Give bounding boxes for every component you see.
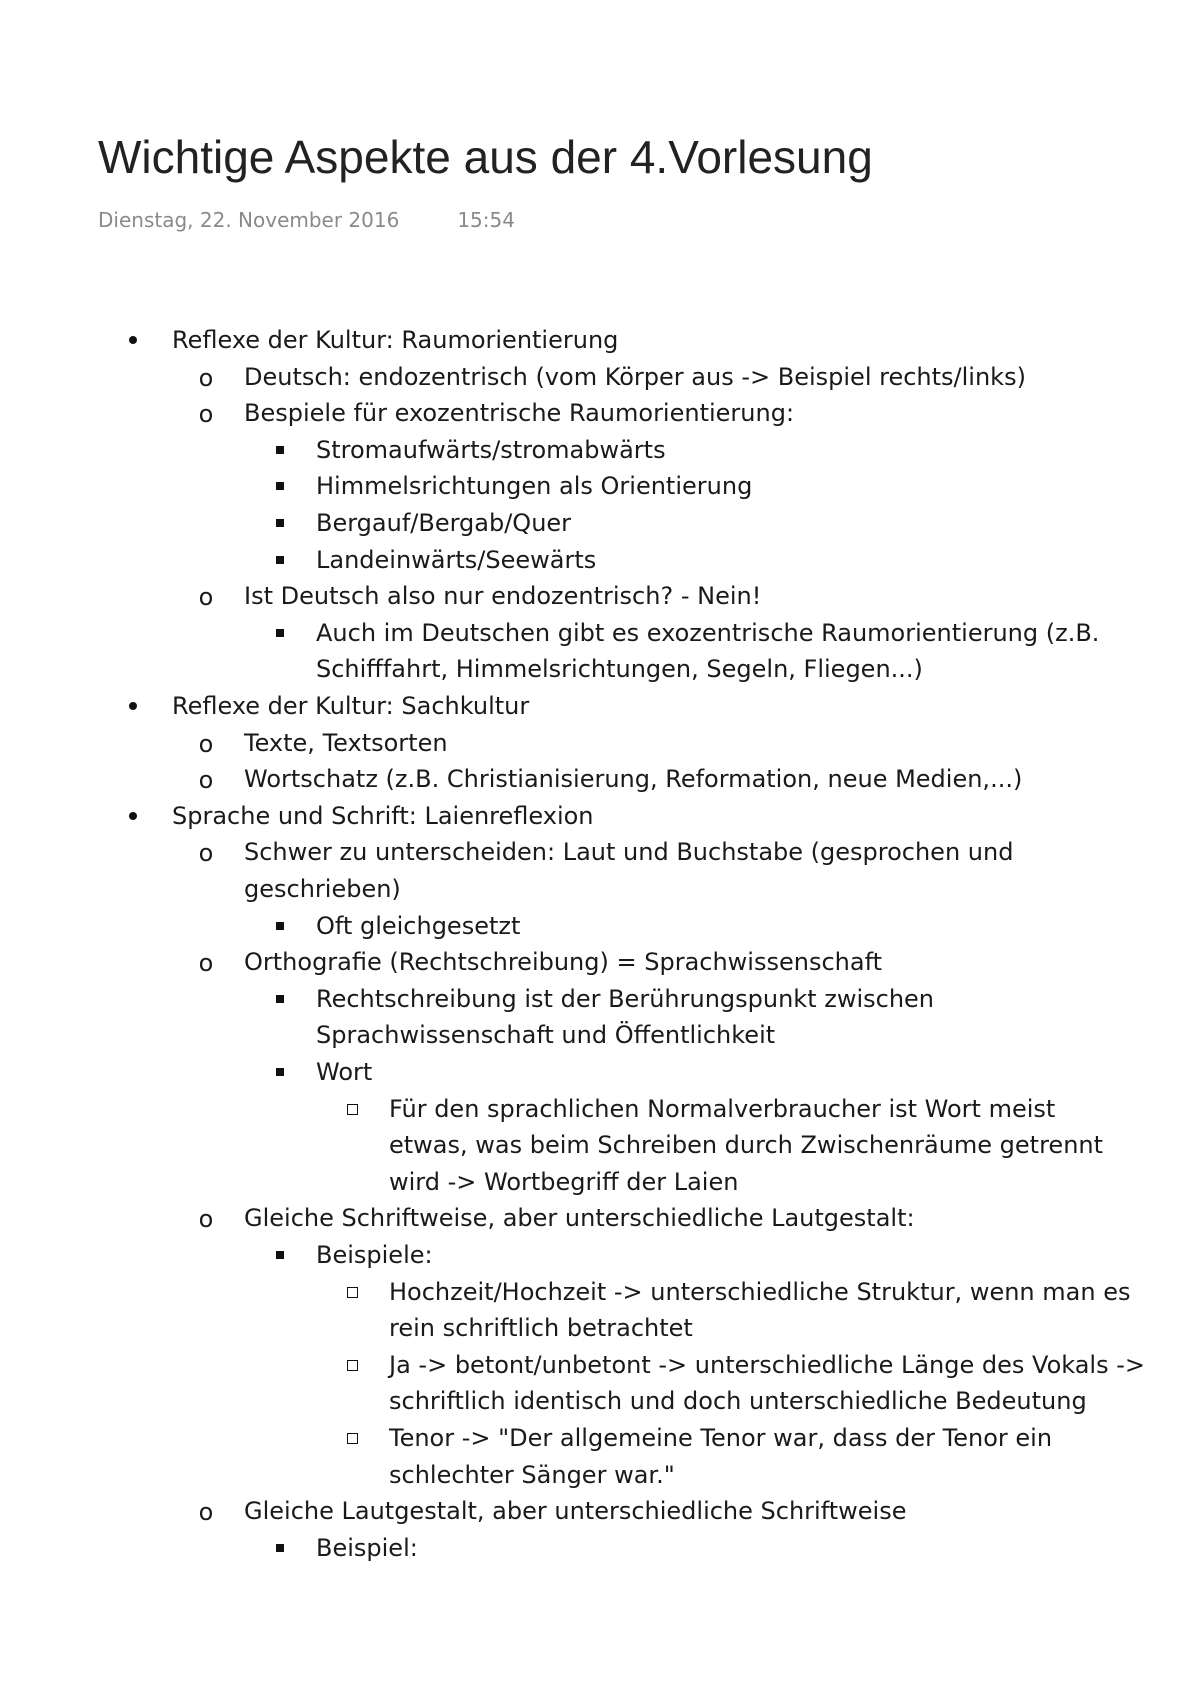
- outline-line-level-2: Ist Deutsch also nur endozentrisch? - Nein!: [244, 582, 762, 610]
- outline-line-level-4: Ja -> betont/unbetont -> unterschiedliche Länge des Vokals ->: [389, 1351, 1145, 1379]
- outline-line-level-4: etwas, was beim Schreiben durch Zwischenräume getrennt: [389, 1131, 1104, 1159]
- bullet-dot-icon: [129, 702, 137, 710]
- bullet-square-icon: [276, 1068, 284, 1076]
- outline-line-level-3: Rechtschreibung ist der Berührungspunkt zwischen: [316, 985, 935, 1013]
- bullet-circle-icon: o: [198, 1205, 214, 1233]
- bullet-square-icon: [276, 995, 284, 1003]
- outline-line-level-3: Sprachwissenschaft und Öffentlichkeit: [316, 1021, 776, 1049]
- outline-line-level-3: Schifffahrt, Himmelsrichtungen, Segeln, Fliegen...): [316, 655, 923, 683]
- outline-line-level-4: Tenor -> "Der allgemeine Tenor war, dass der Tenor ein: [389, 1424, 1053, 1452]
- outline-line-level-4: schriftlich identisch und doch unterschiedliche Bedeutung: [389, 1387, 1087, 1415]
- outline-line-level-3: Oft gleichgesetzt: [316, 912, 521, 940]
- bullet-square-icon: [276, 1544, 284, 1552]
- bullet-circle-icon: o: [198, 583, 214, 611]
- bullet-circle-icon: o: [198, 400, 214, 428]
- bullet-square-icon: [276, 556, 284, 564]
- bullet-square-icon: [276, 629, 284, 637]
- outline-line-level-4: rein schriftlich betrachtet: [389, 1314, 693, 1342]
- outline-line-level-2: Wortschatz (z.B. Christianisierung, Reformation, neue Medien,...): [244, 765, 1023, 793]
- bullet-circle-icon: o: [198, 364, 214, 392]
- outline-line-level-2: Gleiche Schriftweise, aber unterschiedliche Lautgestalt:: [244, 1204, 915, 1232]
- outline-line-level-2: Deutsch: endozentrisch (vom Körper aus -> Beispiel rechts/links): [244, 363, 1026, 391]
- bullet-checkbox-icon: [347, 1360, 358, 1371]
- outline-line-level-3: Stromaufwärts/stromabwärts: [316, 436, 666, 464]
- outline-line-level-2: Texte, Textsorten: [244, 729, 448, 757]
- page-title: Wichtige Aspekte aus der 4.Vorlesung: [98, 131, 873, 183]
- page-time: 15:54: [457, 208, 515, 232]
- bullet-square-icon: [276, 1251, 284, 1259]
- outline-line-level-2: Orthografie (Rechtschreibung) = Sprachwissenschaft: [244, 948, 883, 976]
- outline-line-level-3: Wort: [316, 1058, 373, 1086]
- outline-line-level-2: Schwer zu unterscheiden: Laut und Buchstabe (gesprochen und: [244, 838, 1014, 866]
- bullet-square-icon: [276, 922, 284, 930]
- bullet-circle-icon: o: [198, 766, 214, 794]
- bullet-checkbox-icon: [347, 1104, 358, 1115]
- outline-line-level-4: wird -> Wortbegriff der Laien: [389, 1168, 739, 1196]
- bullet-dot-icon: [129, 336, 137, 344]
- outline-line-level-3: Bergauf/Bergab/Quer: [316, 509, 572, 537]
- outline-line-level-1: Reflexe der Kultur: Raumorientierung: [172, 326, 619, 354]
- bullet-square-icon: [276, 519, 284, 527]
- outline-line-level-4: Für den sprachlichen Normalverbraucher ist Wort meist: [389, 1095, 1056, 1123]
- outline-line-level-4: schlechter Sänger war.": [389, 1461, 675, 1489]
- bullet-checkbox-icon: [347, 1287, 358, 1298]
- page-meta: [98, 208, 515, 232]
- page-date: Dienstag, 22. November 2016: [98, 208, 400, 232]
- outline-line-level-1: Reflexe der Kultur: Sachkultur: [172, 692, 530, 720]
- outline-line-level-2: Gleiche Lautgestalt, aber unterschiedliche Schriftweise: [244, 1497, 907, 1525]
- outline-line-level-3: Beispiel:: [316, 1534, 418, 1562]
- outline-line-level-1: Sprache und Schrift: Laienreflexion: [172, 802, 594, 830]
- outline-line-level-2: geschrieben): [244, 875, 401, 903]
- bullet-square-icon: [276, 482, 284, 490]
- bullet-square-icon: [276, 446, 284, 454]
- outline-line-level-2: Bespiele für exozentrische Raumorientierung:: [244, 399, 795, 427]
- bullet-dot-icon: [129, 812, 137, 820]
- bullet-circle-icon: o: [198, 949, 214, 977]
- bullet-circle-icon: o: [198, 730, 214, 758]
- outline-line-level-4: Hochzeit/Hochzeit -> unterschiedliche Struktur, wenn man es: [389, 1278, 1131, 1306]
- bullet-checkbox-icon: [347, 1433, 358, 1444]
- outline-line-level-3: Auch im Deutschen gibt es exozentrische Raumorientierung (z.B.: [316, 619, 1100, 647]
- outline-line-level-3: Himmelsrichtungen als Orientierung: [316, 472, 753, 500]
- bullet-circle-icon: o: [198, 839, 214, 867]
- outline-line-level-3: Beispiele:: [316, 1241, 433, 1269]
- outline-line-level-3: Landeinwärts/Seewärts: [316, 546, 597, 574]
- bullet-circle-icon: o: [198, 1498, 214, 1526]
